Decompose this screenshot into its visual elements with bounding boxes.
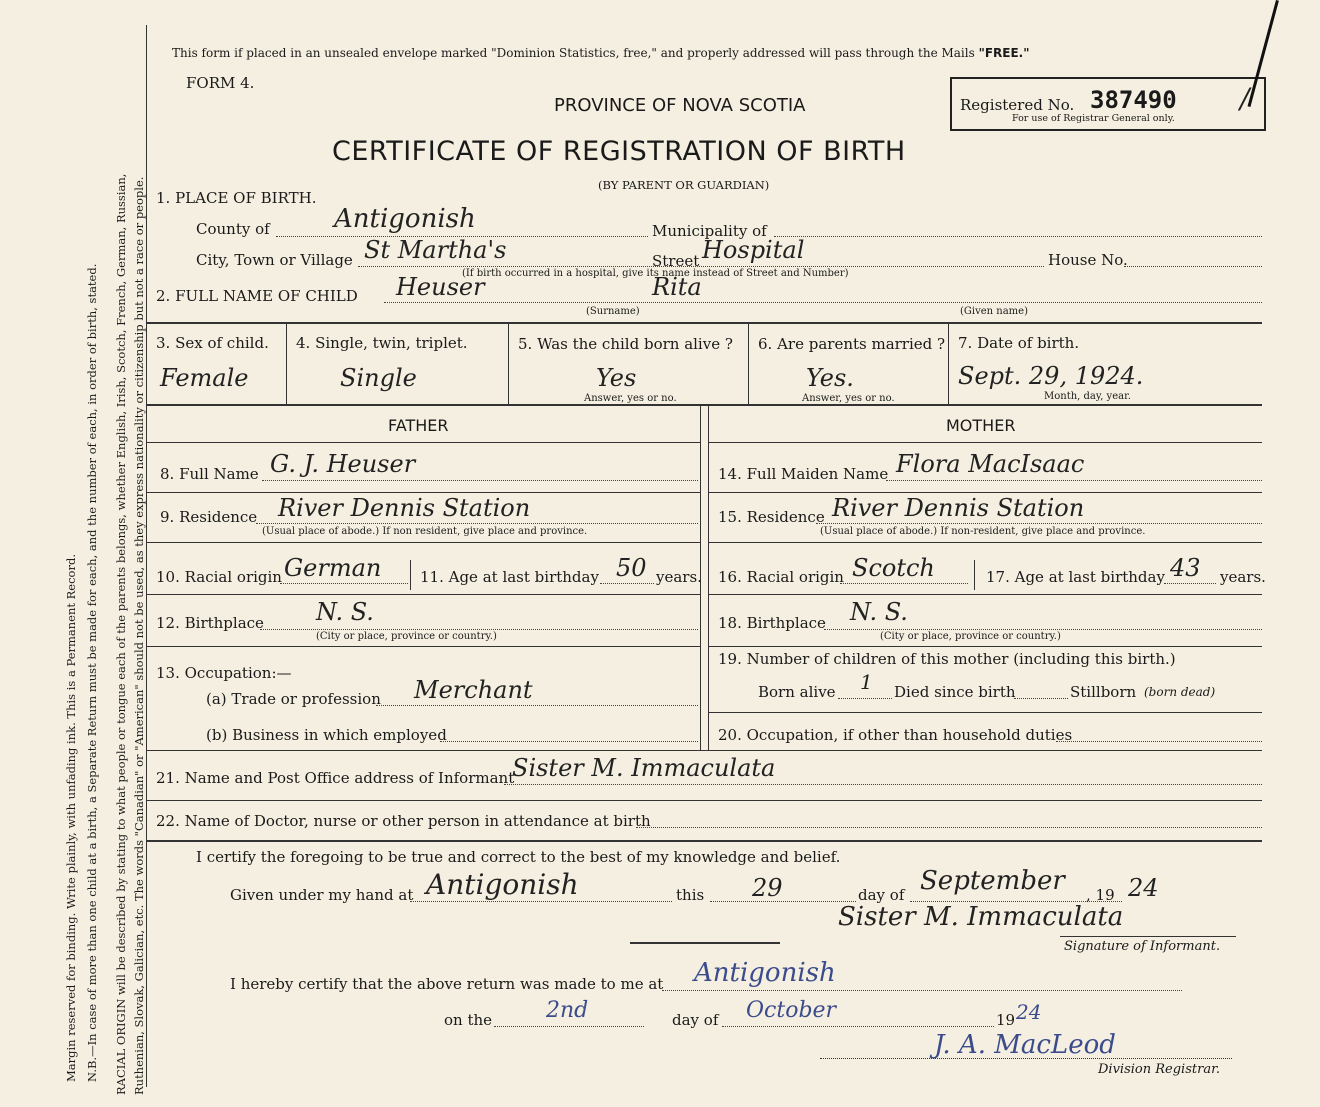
informant-line bbox=[504, 784, 1262, 785]
registrar-statement: I hereby certify that the above return was made to me at bbox=[230, 975, 664, 993]
given-year-value: 24 bbox=[1128, 874, 1159, 902]
mother-birthplace-label: 18. Birthplace bbox=[718, 614, 826, 632]
registrar-dayof-label: day of bbox=[672, 1011, 719, 1029]
registrar-year-value: 24 bbox=[1016, 1000, 1042, 1024]
registered-no-label: Registered No. bbox=[960, 96, 1075, 114]
county-label: County of bbox=[196, 220, 270, 238]
registrar-month-value: October bbox=[746, 998, 837, 1023]
rule-22 bbox=[146, 840, 1262, 842]
stillborn-note: (born dead) bbox=[1144, 685, 1216, 699]
father-residence-value: River Dennis Station bbox=[278, 494, 531, 522]
rule-15 bbox=[708, 542, 1262, 543]
mother-racial-line bbox=[840, 583, 968, 584]
doctor-label: 22. Name of Doctor, nurse or other person in attendance at birth bbox=[156, 812, 651, 830]
father-age-line bbox=[600, 583, 654, 584]
margin-note-1: Margin reserved for binding. Write plainly, with unfading ink. This is a Permanent Record. bbox=[64, 554, 78, 1082]
father-racial-label: 10. Racial origin bbox=[156, 568, 282, 586]
page-title: CERTIFICATE OF REGISTRATION OF BIRTH bbox=[332, 136, 906, 167]
form-number: FORM 4. bbox=[186, 74, 255, 92]
father-birthplace-line bbox=[260, 629, 698, 630]
mother-age-line bbox=[1164, 583, 1216, 584]
born-alive-label: 5. Was the child born alive ? bbox=[518, 335, 733, 353]
registrar-day-line bbox=[494, 1026, 644, 1027]
father-birthplace-note: (City or place, province or country.) bbox=[316, 631, 497, 642]
registrar-day-value: 2nd bbox=[546, 998, 589, 1023]
father-age-value: 50 bbox=[616, 554, 647, 582]
mother-residence-value: River Dennis Station bbox=[832, 494, 1085, 522]
given-month-value: September bbox=[920, 866, 1065, 896]
rule-8 bbox=[146, 492, 700, 493]
registrar-signature: J. A. MacLeod bbox=[934, 1030, 1116, 1060]
rule-21 bbox=[146, 800, 1262, 801]
registrar-year-prefix: 19 bbox=[996, 1011, 1016, 1029]
mother-age-years: years. bbox=[1220, 568, 1266, 586]
sex-value: Female bbox=[160, 364, 249, 392]
mother-racial-label: 16. Racial origin bbox=[718, 568, 844, 586]
divider-3 bbox=[286, 322, 287, 404]
house-label: House No. bbox=[1048, 251, 1128, 269]
father-trade-label: (a) Trade or profession bbox=[206, 690, 381, 708]
this-label: this bbox=[676, 886, 705, 904]
registrar-place-line bbox=[662, 990, 1182, 991]
signature-rule-right bbox=[1060, 936, 1236, 937]
informant-label: 21. Name and Post Office address of Informant bbox=[156, 769, 515, 787]
father-residence-label: 9. Residence bbox=[160, 508, 258, 526]
divider-16-17 bbox=[974, 560, 975, 590]
certify-statement: I certify the foregoing to be true and correct to the best of my knowledge and belief. bbox=[196, 848, 841, 866]
mother-age-label: 17. Age at last birthday bbox=[986, 568, 1165, 586]
given-under-label: Given under my hand at bbox=[230, 886, 414, 904]
father-name-value: G. J. Heuser bbox=[270, 450, 416, 478]
mother-age-value: 43 bbox=[1170, 554, 1201, 582]
father-residence-note: (Usual place of abode.) If non resident, give place and province. bbox=[262, 526, 588, 537]
registrar-month-line bbox=[722, 1026, 994, 1027]
father-racial-line bbox=[280, 583, 408, 584]
rule-10 bbox=[146, 594, 700, 595]
rule-19 bbox=[708, 712, 1262, 713]
divider-4 bbox=[508, 322, 509, 404]
mother-residence-line bbox=[816, 523, 1262, 524]
father-racial-value: German bbox=[284, 554, 382, 582]
house-line bbox=[1124, 266, 1262, 267]
rule-9 bbox=[146, 542, 700, 543]
county-value: Antigonish bbox=[334, 204, 476, 234]
given-year-prefix: , 19 bbox=[1086, 886, 1115, 904]
father-age-label: 11. Age at last birthday bbox=[420, 568, 599, 586]
registrar-signature-label: Division Registrar. bbox=[1098, 1062, 1220, 1077]
father-age-years: years. bbox=[656, 568, 702, 586]
born-alive-value: Yes bbox=[596, 364, 637, 392]
divider-6 bbox=[948, 322, 949, 404]
registered-no-value: 387490 bbox=[1090, 86, 1177, 114]
rule-20 bbox=[146, 750, 1262, 751]
father-birthplace-label: 12. Birthplace bbox=[156, 614, 264, 632]
father-business-line bbox=[440, 741, 698, 742]
divider-10-11 bbox=[410, 560, 411, 590]
registrar-on-label: on the bbox=[444, 1011, 493, 1029]
mother-heading: MOTHER bbox=[946, 416, 1016, 435]
rule-row3-bottom bbox=[146, 404, 1262, 406]
father-occupation-label: 13. Occupation:— bbox=[156, 664, 292, 682]
child-name-label: 2. FULL NAME OF CHILD bbox=[156, 287, 358, 305]
city-value: St Martha's bbox=[364, 236, 507, 264]
margin-note-3: RACIAL ORIGIN will be described by stating to what people or tongue each of the parents belongs, whether English, Irish, Scotch, French, German, Russian, bbox=[114, 173, 128, 1095]
father-name-line bbox=[262, 480, 698, 481]
died-since-birth-line bbox=[1014, 698, 1068, 699]
informant-signature: Sister M. Immaculata bbox=[838, 902, 1124, 932]
province-heading: PROVINCE OF NOVA SCOTIA bbox=[554, 95, 806, 116]
died-since-birth-label: Died since birth bbox=[894, 683, 1016, 701]
municipality-line bbox=[774, 236, 1262, 237]
municipality-label: Municipality of bbox=[652, 222, 767, 240]
registered-no-mark: / bbox=[1240, 82, 1250, 115]
born-alive-count-value: 1 bbox=[860, 670, 873, 694]
given-day-line bbox=[710, 901, 856, 902]
plurality-label: 4. Single, twin, triplet. bbox=[296, 334, 468, 352]
center-divider-b bbox=[708, 404, 709, 750]
mother-birthplace-note: (City or place, province or country.) bbox=[880, 631, 1061, 642]
born-alive-count-line bbox=[838, 698, 892, 699]
mother-name-value: Flora MacIsaac bbox=[896, 450, 1085, 478]
margin-note-2: N.B.—In case of more than one child at a birth, a Separate Return must be made for each, and the number of each, in order of birth, stated. bbox=[85, 263, 99, 1082]
hospital-note: (If birth occurred in a hospital, give its name instead of Street and Number) bbox=[462, 268, 849, 279]
divider-5 bbox=[748, 322, 749, 404]
father-business-label: (b) Business in which employed bbox=[206, 726, 447, 744]
rule-row3-top bbox=[146, 322, 1262, 324]
rule-mother-head bbox=[708, 442, 1262, 443]
informant-signature-label: Signature of Informant. bbox=[1064, 939, 1221, 954]
father-trade-value: Merchant bbox=[414, 676, 533, 704]
dob-value: Sept. 29, 1924. bbox=[958, 362, 1144, 390]
registered-no-note: For use of Registrar General only. bbox=[1012, 113, 1175, 124]
margin-note-4: Ruthenian, Slovak, Galician, etc. The words "Canadian" or "American" should not be used, as they express nationality or citizenship but not a race or people. bbox=[132, 176, 146, 1095]
father-birthplace-value: N. S. bbox=[316, 598, 374, 626]
surname-note: (Surname) bbox=[586, 306, 640, 317]
child-surname-value: Heuser bbox=[396, 273, 485, 301]
child-given-value: Rita bbox=[652, 273, 702, 301]
mother-occupation-label: 20. Occupation, if other than household duties bbox=[718, 726, 1073, 744]
given-dayof-label: day of bbox=[858, 886, 905, 904]
mother-residence-label: 15. Residence bbox=[718, 508, 825, 526]
sex-label: 3. Sex of child. bbox=[156, 334, 269, 352]
rule-14 bbox=[708, 492, 1262, 493]
mother-name-label: 14. Full Maiden Name bbox=[718, 465, 889, 483]
parents-married-note: Answer, yes or no. bbox=[802, 393, 895, 404]
rule-18 bbox=[708, 646, 1262, 647]
rule-father-head bbox=[146, 442, 700, 443]
mother-occupation-line bbox=[1056, 741, 1262, 742]
born-alive-note: Answer, yes or no. bbox=[584, 393, 677, 404]
parents-married-label: 6. Are parents married ? bbox=[758, 335, 946, 353]
city-line bbox=[358, 266, 1044, 267]
mother-birthplace-line bbox=[824, 629, 1262, 630]
registrar-place-value: Antigonish bbox=[694, 958, 836, 988]
parents-married-value: Yes. bbox=[806, 364, 854, 392]
signature-rule-left bbox=[630, 942, 780, 944]
rule-12 bbox=[146, 646, 700, 647]
father-heading: FATHER bbox=[388, 416, 449, 435]
street-value: Hospital bbox=[702, 236, 805, 264]
child-name-line bbox=[384, 302, 1262, 303]
given-day-value: 29 bbox=[752, 874, 783, 902]
father-name-label: 8. Full Name bbox=[160, 465, 259, 483]
place-heading: 1. PLACE OF BIRTH. bbox=[156, 189, 317, 207]
stillborn-label: Stillborn bbox=[1070, 683, 1137, 701]
mother-residence-note: (Usual place of abode.) If non-resident, give place and province. bbox=[820, 526, 1146, 537]
born-alive-count-label: Born alive bbox=[758, 683, 836, 701]
father-residence-line bbox=[256, 523, 698, 524]
page-subtitle: (BY PARENT OR GUARDIAN) bbox=[598, 178, 770, 192]
mother-name-line bbox=[886, 480, 1262, 481]
doctor-line bbox=[636, 827, 1262, 828]
dob-label: 7. Date of birth. bbox=[958, 334, 1080, 352]
given-place-line bbox=[410, 901, 672, 902]
mother-birthplace-value: N. S. bbox=[850, 598, 908, 626]
mother-children-label: 19. Number of children of this mother (including this birth.) bbox=[718, 650, 1176, 668]
dob-note: Month, day, year. bbox=[1044, 391, 1131, 402]
street-label: Street bbox=[652, 252, 700, 270]
given-place-value: Antigonish bbox=[426, 868, 579, 901]
city-label: City, Town or Village bbox=[196, 251, 353, 269]
informant-value: Sister M. Immaculata bbox=[512, 754, 776, 782]
rule-16 bbox=[708, 594, 1262, 595]
mother-racial-value: Scotch bbox=[852, 554, 935, 582]
plurality-value: Single bbox=[340, 364, 417, 392]
given-note: (Given name) bbox=[960, 306, 1028, 317]
registrar-signature-line bbox=[820, 1058, 1232, 1059]
mail-notice: This form if placed in an unsealed envelope marked "Dominion Statistics, free," and properly addressed will pass through the Mails "FREE." bbox=[172, 46, 1030, 60]
form-border-left bbox=[146, 25, 147, 1087]
father-trade-line bbox=[376, 705, 698, 706]
